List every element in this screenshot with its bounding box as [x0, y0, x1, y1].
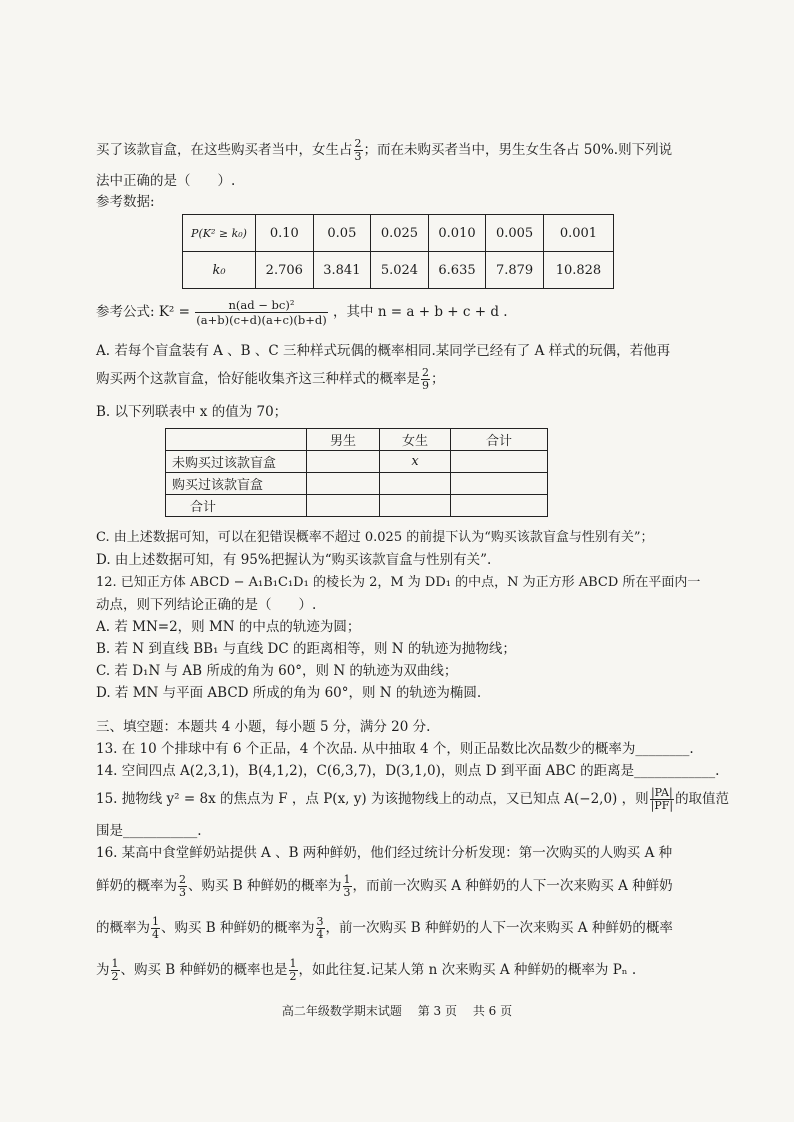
q12-line-2: 动点，则下列结论正确的是（ ）. [96, 597, 317, 613]
q12-line-1: 12. 已知正方体 ABCD − A₁B₁C₁D₁ 的棱长为 2，M 为 DD₁ 的中点，N 为正方形 ABCD 所在平面内一 [96, 575, 701, 590]
fraction: $\frac{3}{4}$ [316, 915, 324, 941]
q14: 14. 空间四点 A(2,3,1)，B(4,1,2)，C(6,3,7)，D(3,1,0)，则点 D 到平面 ABC 的距离是____________. [96, 763, 720, 779]
ref-cell: 5.024 [371, 252, 429, 289]
q16-line-2: 鲜奶的概率为 $\frac{2}{3}$ 、购买 B 种鲜奶的概率为 $\frac{1}{3}$ ，而前一次购买 A 种鲜奶的人下一次来购买 A 种鲜奶 [96, 873, 673, 899]
ref-cell: 6.635 [428, 252, 486, 289]
q15-line-1: 15. 抛物线 y² = 8x 的焦点为 F ，点 P(x, y) 为该抛物线上的动点，又已知点 A(−2,0) ，则 $\frac{|PA|}{|PF|}$ 的取值范 [96, 786, 730, 812]
ref-cell: 3.841 [313, 252, 371, 289]
footer-total-pages: 共 6 页 [472, 1004, 513, 1018]
option-a-line-1: A. 若每个盲盒装有 A 、B 、C 三种样式玩偶的概率相同.某同学已经有了 A 样式的玩偶，若他再 [96, 343, 671, 359]
ref-row2-label: k₀ [183, 252, 256, 289]
q12-option-a: A. 若 MN=2，则 MN 的中点的轨迹为圆； [96, 619, 361, 635]
q16-line-4: 为 $\frac{1}{2}$ 、购买 B 种鲜奶的概率也是 $\frac{1}{2}$ ，如此往复.记某人第 n 次来购买 A 种鲜奶的概率为 Pₙ . [96, 957, 637, 983]
intro-text-b: ；而在未购买者当中，男生女生各占 50%.则下列说 [363, 142, 673, 158]
ref-cell: 7.879 [486, 252, 544, 289]
ref-data-label: 参考数据: [96, 194, 155, 210]
ref-cell: 0.10 [256, 215, 314, 252]
option-c: C. 由上述数据可知，可以在犯错误概率不超过 0.025 的前提下认为“购买该款盲盒与性别有关”； [96, 530, 654, 545]
footer-page-number: 第 3 页 [417, 1004, 457, 1018]
q15-line-2: 围是___________. [96, 823, 202, 839]
fraction: $\frac{1}{2}$ [111, 957, 119, 983]
ref-cell: 2.706 [256, 252, 314, 289]
option-a-line-2: 购买两个这款盲盒，恰好能收集齐这三种样式的概率是 $\frac{2}{9}$ ； [96, 366, 445, 392]
q12-option-d: D. 若 MN 与平面 ABCD 所成的角为 60°，则 N 的轨迹为椭圆. [96, 685, 482, 701]
ref-cell: 0.005 [486, 215, 544, 252]
fraction-two-thirds: $\frac{2}{3}$ [354, 137, 362, 163]
q16-line-1: 16. 某高中食堂鲜奶站提供 A 、B 两种鲜奶，他们经过统计分析发现：第一次购买的人购买 A 种 [96, 845, 673, 861]
section-3-heading: 三、填空题：本题共 4 小题，每小题 5 分，满分 20 分. [96, 719, 431, 735]
header-male: 男生 [307, 429, 380, 451]
contingency-row: 未购买过该款盲盒 x [166, 451, 548, 473]
contingency-row: 购买过该款盲盒 [166, 473, 548, 495]
formula-fraction: $\frac{\text{n(ad − bc)²}}{(a+b)(c+d)(a+c)(b+d)}$ [196, 298, 327, 327]
header-total: 合计 [451, 429, 548, 451]
fraction: $\frac{1}{4}$ [152, 915, 159, 941]
option-d: D. 由上述数据可知，有 95%把握认为“购买该款盲盒与性别有关”. [96, 552, 492, 568]
page-footer [0, 1002, 794, 1019]
formula-tail: ，其中 n = a + b + c + d . [333, 304, 508, 320]
ref-cell: 0.025 [371, 215, 429, 252]
q13: 13. 在 10 个排球中有 6 个正品，4 个次品. 从中抽取 4 个，则正品数比次品数少的概率为________. [96, 741, 694, 757]
intro-line-2: 法中正确的是（ ）. [96, 173, 236, 189]
contingency-header-row [166, 429, 548, 451]
reference-table [182, 214, 614, 289]
reference-formula [96, 298, 508, 327]
ref-row-k0 [183, 252, 614, 289]
fraction: $\frac{1}{2}$ [289, 957, 297, 983]
ref-cell: 0.010 [428, 215, 486, 252]
ref-row1-label: P(K² ≥ k₀) [183, 215, 256, 252]
contingency-row: 合计 [166, 495, 548, 517]
fraction-pa-pf: $\frac{|PA|}{|PF|}$ [650, 786, 674, 812]
header-female: 女生 [380, 429, 451, 451]
fraction: $\frac{2}{3}$ [179, 873, 186, 899]
q16-line-3: 的概率为 $\frac{1}{4}$ 、购买 B 种鲜奶的概率为 $\frac{3}{4}$ ，前一次购买 B 种鲜奶的人下一次来购买 A 种鲜奶的概率 [96, 915, 673, 941]
ref-row-probability [183, 215, 614, 252]
intro-line-1 [96, 138, 672, 163]
ref-cell: 10.828 [543, 252, 613, 289]
intro-text-a: 买了该款盲盒，在这些购买者当中，女生占 [96, 142, 353, 158]
fraction: $\frac{1}{3}$ [343, 873, 351, 899]
q12-option-b: B. 若 N 到直线 BB₁ 与直线 DC 的距离相等，则 N 的轨迹为抛物线； [96, 641, 516, 657]
formula-label: 参考公式: K² = [96, 304, 190, 320]
contingency-table [165, 428, 548, 517]
q12-option-c: C. 若 D₁N 与 AB 所成的角为 60°，则 N 的轨迹为双曲线； [96, 663, 458, 679]
fraction-two-ninths: $\frac{2}{9}$ [422, 366, 429, 392]
ref-cell: 0.05 [313, 215, 371, 252]
option-b: B. 以下列联表中 x 的值为 70； [96, 404, 288, 420]
ref-cell: 0.001 [543, 215, 613, 252]
footer-title: 高二年级数学期末试题 [281, 1004, 402, 1018]
